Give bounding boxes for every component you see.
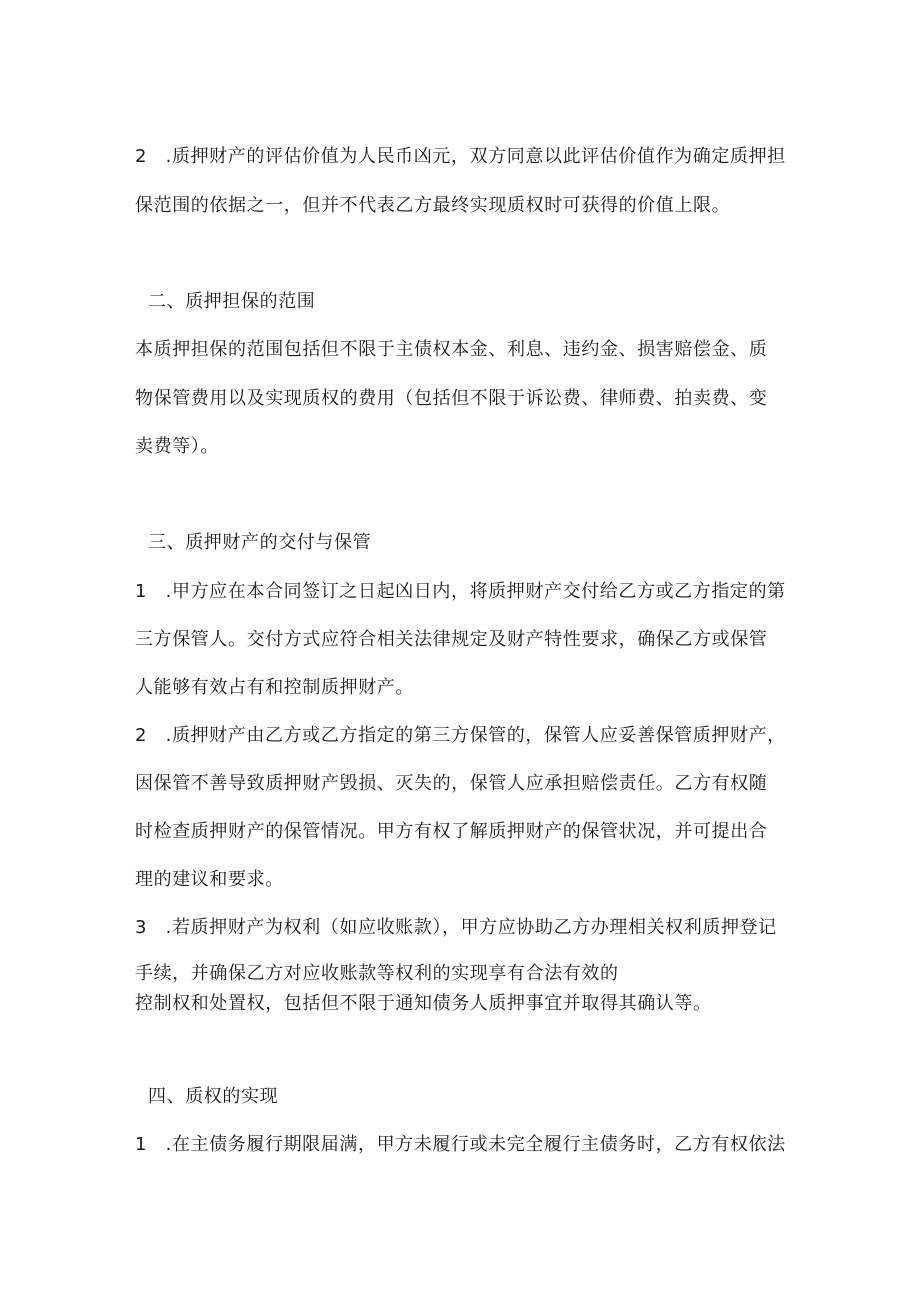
paragraph-line: 时检查质押财产的保管情况。甲方有权了解质押财产的保管状况，并可提出合 bbox=[135, 821, 768, 842]
paragraph-line: 1 .在主债务履行期限届满，甲方未履行或未完全履行主债务时，乙方有权依法 bbox=[135, 1134, 786, 1155]
paragraph-line: 三方保管人。交付方式应符合相关法律规定及财产特性要求，确保乙方或保管 bbox=[135, 629, 768, 650]
paragraph-line: 2 .质押财产由乙方或乙方指定的第三方保管的，保管人应妥善保管质押财产， bbox=[135, 725, 786, 746]
paragraph-line: 手续，并确保乙方对应收账款等权利的实现享有合法有效的 bbox=[135, 963, 619, 984]
paragraph-line: 理的建议和要求。 bbox=[135, 869, 284, 890]
paragraph-line: 3 .若质押财产为权利（如应收账款），甲方应协助乙方办理相关权利质押登记 bbox=[135, 917, 777, 938]
section-heading: 三、质押财产的交付与保管 bbox=[148, 532, 372, 553]
paragraph-line: 1 .甲方应在本合同签订之日起凶日内，将质押财产交付给乙方或乙方指定的第 bbox=[135, 581, 786, 602]
paragraph-line: 控制权和处置权，包括但不限于通知债务人质押事宜并取得其确认等。 bbox=[135, 993, 712, 1014]
paragraph-line: 物保管费用以及实现质权的费用（包括但不限于诉讼费、律师费、拍卖费、变 bbox=[135, 388, 768, 409]
paragraph-line: 因保管不善导致质押财产毁损、灭失的，保管人应承担赔偿责任。乙方有权随 bbox=[135, 773, 768, 794]
paragraph-line: 人能够有效占有和控制质押财产。 bbox=[135, 677, 414, 698]
paragraph-line: 2 .质押财产的评估价值为人民币凶元，双方同意以此评估价值作为确定质押担 bbox=[135, 146, 786, 167]
section-heading: 二、质押担保的范围 bbox=[148, 291, 316, 312]
section-heading: 四、质权的实现 bbox=[148, 1086, 279, 1107]
paragraph-line: 卖费等）。 bbox=[135, 436, 219, 457]
paragraph-line: 保范围的依据之一，但并不代表乙方最终实现质权时可获得的价值上限。 bbox=[135, 195, 731, 216]
paragraph-line: 本质押担保的范围包括但不限于主债权本金、利息、违约金、损害赔偿金、质 bbox=[135, 339, 768, 360]
